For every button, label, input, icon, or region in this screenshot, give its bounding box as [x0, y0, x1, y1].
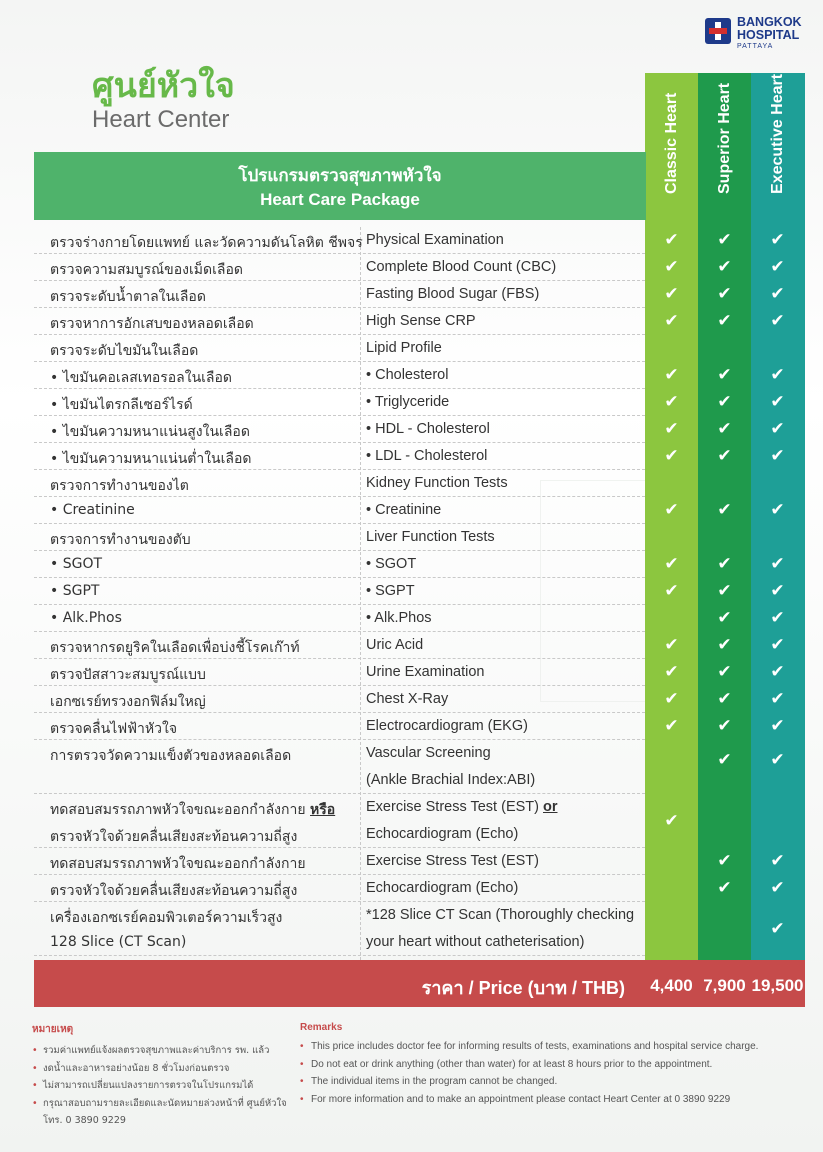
row-label-th-text: • Creatinine — [50, 502, 135, 518]
row-label-th — [50, 232, 363, 254]
row-label-en — [366, 664, 484, 680]
check-icon: ✔ — [770, 446, 785, 466]
row-label-th-text: • ไขมันความหนาแน่นต่ำในเลือด — [50, 451, 252, 467]
table-row — [34, 659, 805, 686]
check-icon: ✔ — [770, 230, 785, 250]
check-icon: ✔ — [664, 811, 679, 831]
row-label-en — [366, 367, 448, 383]
check-icon: ✔ — [770, 662, 785, 682]
row-label-th — [50, 934, 186, 950]
row-label-th-text: ตรวจหากรดยูริคในเลือดเพื่อบ่งชี้โรคเก๊าท์ — [50, 640, 300, 656]
row-label-en-text: • Creatinine — [366, 502, 442, 518]
check-icon: ✔ — [664, 230, 679, 250]
row-label-en — [366, 421, 490, 437]
logo-subtitle: PATTAYA — [737, 43, 774, 50]
remark-item: • งดน้ำและอาหารอย่างน้อย 8 ชั่วโมงก่อนตรวจ — [32, 1060, 302, 1078]
row-label-th — [50, 880, 297, 902]
row-label-en — [366, 772, 535, 788]
row-label-en-text: • Cholesterol — [366, 367, 449, 383]
row-label-en — [366, 799, 558, 815]
price-bar — [34, 960, 805, 1007]
row-label-en-text: Vascular Screening — [366, 745, 491, 761]
logo-text — [737, 16, 802, 42]
check-icon: ✔ — [664, 716, 679, 736]
row-label-th — [50, 340, 198, 362]
check-icon: ✔ — [770, 419, 785, 439]
row-label-th — [50, 826, 297, 848]
table-row — [34, 686, 805, 713]
check-icon: ✔ — [770, 919, 785, 939]
table-row — [34, 254, 805, 281]
table-row — [34, 902, 805, 929]
row-label-en-text: *128 Slice CT Scan (Thoroughly checking — [366, 907, 635, 923]
table-row — [34, 227, 805, 254]
check-icon: ✔ — [770, 554, 785, 574]
page-title-th: ศูนย์หัวใจ — [92, 66, 235, 106]
table-row — [34, 713, 805, 740]
remark-item: • กรุณาสอบถามรายละเอียดและนัดหมายล่วงหน้าที่ ศูนย์หัวใจ โทร. 0 3890 9229 — [32, 1095, 302, 1130]
row-label-th — [50, 529, 191, 551]
row-label-th-text: ตรวจหัวใจด้วยคลื่นเสียงสะท้อนความถี่สูง — [50, 829, 298, 845]
row-label-en-text: Echocardiogram (Echo) — [366, 880, 519, 896]
row-label-th — [50, 421, 250, 443]
check-icon: ✔ — [770, 257, 785, 277]
table-row — [34, 632, 805, 659]
row-label-en — [366, 286, 539, 302]
table-row — [34, 551, 805, 578]
check-icon: ✔ — [770, 392, 785, 412]
row-label-en — [366, 340, 442, 356]
row-label-th-text: ตรวจปัสสาวะสมบูรณ์แบบ — [50, 667, 206, 683]
row-label-th-text: ตรวจความสมบูรณ์ของเม็ดเลือด — [50, 262, 243, 278]
table-row — [34, 308, 805, 335]
row-label-th-text: • Alk.Phos — [50, 610, 122, 626]
check-icon: ✔ — [770, 365, 785, 385]
row-label-th-text: • ไขมันไตรกลีเซอร์ไรด์ — [50, 397, 193, 413]
table-row — [34, 470, 805, 497]
check-icon: ✔ — [717, 500, 732, 520]
row-label-th-text: 128 Slice (CT Scan) — [50, 934, 187, 950]
row-label-th — [50, 745, 291, 767]
check-icon: ✔ — [664, 365, 679, 385]
table-row — [34, 767, 805, 794]
row-label-en — [366, 745, 491, 761]
hospital-cross-icon — [705, 18, 731, 44]
row-label-en-text: Kidney Function Tests — [366, 475, 508, 491]
row-label-en-text: • Alk.Phos — [366, 610, 432, 626]
check-icon: ✔ — [717, 878, 732, 898]
table-row — [34, 605, 805, 632]
check-icon: ✔ — [717, 554, 732, 574]
package-header-th: โปรแกรมตรวจสุขภาพหัวใจ — [238, 166, 442, 186]
remark-item: • This price includes doctor fee for informing results of tests, examinations and hospital service charge. — [300, 1038, 810, 1056]
row-label-en-text: • LDL - Cholesterol — [366, 448, 488, 464]
check-icon: ✔ — [770, 608, 785, 628]
row-label-en-text: • Triglyceride — [366, 394, 450, 410]
row-label-en — [366, 583, 415, 599]
table-row — [34, 443, 805, 470]
table-row — [34, 811, 805, 848]
table-row — [34, 578, 805, 605]
table-row — [34, 740, 805, 770]
check-icon: ✔ — [664, 689, 679, 709]
row-label-en — [366, 934, 584, 950]
row-label-th-text: ทดสอบสมรรถภาพหัวใจขณะออกกำลังกาย — [50, 856, 306, 872]
row-label-en — [366, 718, 528, 734]
row-label-th — [50, 286, 206, 308]
check-icon: ✔ — [717, 257, 732, 277]
check-icon: ✔ — [717, 750, 732, 770]
check-icon: ✔ — [664, 635, 679, 655]
check-icon: ✔ — [770, 750, 785, 770]
remark-item: • ไม่สามารถเปลี่ยนแปลงรายการตรวจในโปรแกรมได้ — [32, 1077, 302, 1095]
row-label-en-text: Exercise Stress Test (EST) — [366, 853, 539, 869]
row-label-th — [50, 475, 189, 497]
row-label-en-text: • SGOT — [366, 556, 417, 572]
check-icon: ✔ — [664, 500, 679, 520]
price-executive: 19,500 — [751, 976, 804, 995]
row-label-en-text: Exercise Stress Test (EST) — [366, 799, 539, 815]
row-label-th — [50, 583, 99, 599]
check-icon: ✔ — [664, 311, 679, 331]
row-label-th — [50, 313, 254, 335]
remark-item: • The individual items in the program cannot be changed. — [300, 1073, 810, 1091]
check-icon: ✔ — [717, 689, 732, 709]
table-row — [34, 335, 805, 362]
check-icon: ✔ — [770, 635, 785, 655]
table-row — [34, 848, 805, 875]
row-label-th — [50, 448, 251, 470]
row-label-th — [50, 367, 232, 389]
table-row — [34, 875, 805, 902]
check-icon: ✔ — [717, 392, 732, 412]
check-icon: ✔ — [664, 554, 679, 574]
row-label-en-text: High Sense CRP — [366, 313, 476, 329]
page-title-en: Heart Center — [92, 106, 230, 133]
check-icon: ✔ — [717, 230, 732, 250]
row-label-en-text: • SGPT — [366, 583, 415, 599]
check-icon: ✔ — [717, 851, 732, 871]
row-label-th-text: ตรวจการทำงานของไต — [50, 478, 189, 494]
check-icon: ✔ — [770, 311, 785, 331]
row-label-en-text: Electrocardiogram (EKG) — [366, 718, 528, 734]
row-label-en — [366, 691, 448, 707]
check-icon: ✔ — [770, 716, 785, 736]
row-label-en-or: or — [543, 799, 558, 815]
table-row — [34, 497, 805, 524]
check-icon: ✔ — [717, 311, 732, 331]
row-label-th-text: เอกซเรย์ทรวงอกฟิล์มใหญ่ — [50, 694, 206, 710]
check-icon: ✔ — [664, 257, 679, 277]
table-row — [34, 524, 805, 551]
row-label-en-text: Complete Blood Count (CBC) — [366, 259, 557, 275]
row-label-th — [50, 637, 300, 659]
row-label-th-text: • ไขมันความหนาแน่นสูงในเลือด — [50, 424, 250, 440]
table-row — [34, 281, 805, 308]
row-label-th-or: หรือ — [310, 802, 336, 818]
row-label-th-text: • ไขมันคอเลสเทอรอลในเลือด — [50, 370, 232, 386]
row-label-en — [366, 826, 518, 842]
remarks-title-th: หมายเหตุ — [32, 1024, 74, 1035]
row-label-th — [50, 394, 193, 416]
row-label-th-text: ตรวจร่างกายโดยแพทย์ และวัดความดันโลหิต ชีพจร — [50, 235, 363, 251]
row-label-en — [366, 259, 556, 275]
row-label-en-text: • HDL - Cholesterol — [366, 421, 490, 437]
row-label-th — [50, 502, 135, 518]
package-header-en: Heart Care Package — [260, 190, 420, 209]
row-label-en — [366, 232, 504, 248]
check-icon: ✔ — [664, 392, 679, 412]
check-icon: ✔ — [717, 365, 732, 385]
check-icon: ✔ — [770, 689, 785, 709]
package-table — [34, 227, 805, 956]
remarks-english — [300, 1022, 810, 1108]
table-row — [34, 362, 805, 389]
row-label-en — [366, 880, 518, 896]
hospital-logo — [705, 16, 817, 52]
logo-line2: HOSPITAL — [737, 28, 800, 42]
row-label-th-text: ทดสอบสมรรถภาพหัวใจขณะออกกำลังกาย — [50, 802, 306, 818]
table-row — [34, 919, 805, 956]
check-icon: ✔ — [717, 419, 732, 439]
column-label-executive: Executive Heart — [769, 73, 786, 194]
row-label-en-text: Liver Function Tests — [366, 529, 495, 545]
row-label-th-text: ตรวจหัวใจด้วยคลื่นเสียงสะท้อนความถี่สูง — [50, 883, 298, 899]
remarks-title-en: Remarks — [300, 1022, 343, 1033]
row-label-en-text: Physical Examination — [366, 232, 504, 248]
row-label-en — [366, 637, 423, 653]
remarks-thai — [32, 1022, 302, 1130]
remark-item: • Do not eat or drink anything (other than water) for at least 8 hours prior to the appointment. — [300, 1056, 810, 1074]
check-icon: ✔ — [717, 608, 732, 628]
check-icon: ✔ — [770, 284, 785, 304]
row-label-en-text: Chest X-Ray — [366, 691, 449, 707]
check-icon: ✔ — [664, 581, 679, 601]
check-icon: ✔ — [770, 500, 785, 520]
column-label-superior: Superior Heart — [715, 82, 733, 194]
row-label-en — [366, 475, 508, 491]
row-label-th — [50, 664, 206, 686]
row-label-en — [366, 529, 495, 545]
row-label-th-text: • SGPT — [50, 583, 100, 599]
package-header — [34, 152, 646, 220]
row-label-en-text: Echocardiogram (Echo) — [366, 826, 519, 842]
table-row — [34, 389, 805, 416]
check-icon: ✔ — [717, 284, 732, 304]
price-superior: 7,900 — [703, 976, 746, 995]
row-label-en-text: Fasting Blood Sugar (FBS) — [366, 286, 540, 302]
check-icon: ✔ — [770, 851, 785, 871]
row-label-th — [50, 799, 335, 821]
check-icon: ✔ — [664, 284, 679, 304]
row-label-th — [50, 259, 243, 281]
row-label-th-text: • SGOT — [50, 556, 103, 572]
row-label-en-text: your heart without catheterisation) — [366, 934, 585, 950]
check-icon: ✔ — [717, 716, 732, 736]
row-label-th-text: ตรวจระดับน้ำตาลในเลือด — [50, 289, 206, 305]
row-label-en — [366, 394, 449, 410]
check-icon: ✔ — [664, 662, 679, 682]
row-label-th — [50, 907, 282, 929]
row-label-th — [50, 718, 177, 740]
row-label-en — [366, 853, 539, 869]
row-label-th-text: ตรวจหาการอักเสบของหลอดเลือด — [50, 316, 254, 332]
column-label-classic: Classic Heart — [662, 92, 680, 194]
logo-line1: BANGKOK — [737, 15, 802, 29]
row-label-th-text: การตรวจวัดความแข็งตัวของหลอดเลือด — [50, 748, 292, 764]
remark-item: • รวมค่าแพทย์แจ้งผลตรวจสุขภาพและค่าบริการ รพ. แล้ว — [32, 1042, 302, 1060]
row-label-th — [50, 556, 102, 572]
row-label-en-text: (Ankle Brachial Index:ABI) — [366, 772, 536, 788]
row-label-en — [366, 610, 432, 626]
row-label-en — [366, 502, 441, 518]
check-icon: ✔ — [664, 446, 679, 466]
row-label-th — [50, 853, 306, 875]
price-classic: 4,400 — [650, 976, 693, 995]
table-row — [34, 416, 805, 443]
row-label-en-text: Uric Acid — [366, 637, 424, 653]
row-label-th-text: เครื่องเอกซเรย์คอมพิวเตอร์ความเร็วสูง — [50, 910, 283, 926]
row-label-en — [366, 907, 634, 923]
row-label-th-text: ตรวจระดับไขมันในเลือด — [50, 343, 199, 359]
row-label-th — [50, 691, 206, 713]
row-label-en-text: Urine Examination — [366, 664, 485, 680]
price-label: ราคา / Price (บาท / THB) — [421, 978, 625, 998]
check-icon: ✔ — [717, 662, 732, 682]
check-icon: ✔ — [770, 581, 785, 601]
row-label-th-text: ตรวจการทำงานของตับ — [50, 532, 191, 548]
row-label-en — [366, 556, 416, 572]
row-label-en-text: Lipid Profile — [366, 340, 442, 356]
check-icon: ✔ — [770, 878, 785, 898]
check-icon: ✔ — [664, 419, 679, 439]
row-label-en — [366, 448, 487, 464]
check-icon: ✔ — [717, 635, 732, 655]
check-icon: ✔ — [717, 446, 732, 466]
row-label-th-text: ตรวจคลื่นไฟฟ้าหัวใจ — [50, 721, 178, 737]
check-icon: ✔ — [717, 581, 732, 601]
row-label-th — [50, 610, 122, 626]
row-label-en — [366, 313, 476, 329]
remark-item: • For more information and to make an appointment please contact Heart Center at 0 3890 9229 — [300, 1091, 810, 1109]
